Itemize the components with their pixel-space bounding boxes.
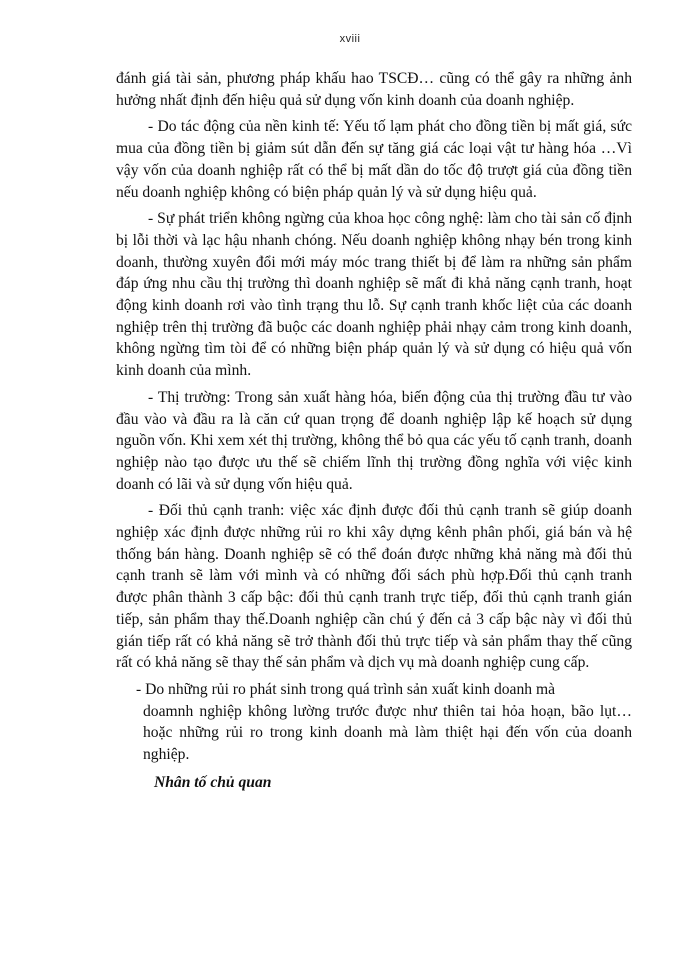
paragraph-market: - Thị trường: Trong sản xuất hàng hóa, biến động của thị trường đầu tư vào đầu vào và đầu ra là căn cứ quan trọng để doanh nghiệp lập kế hoạch sử dụng nguồn vốn. Khi xem xét thị trường, không thể bỏ qua các yếu tố cạnh tranh, doanh nghiệp nào tạo được ưu thế sẽ chiếm lĩnh thị trường đồng nghĩa với việc kinh doanh có lãi và sử dụng vốn hiệu quả. [116,388,632,493]
paragraph-competitors: - Đối thủ cạnh tranh: việc xác định được đối thủ cạnh tranh sẽ giúp doanh nghiệp xác định được những rủi ro khi xây dựng kênh phân phối, giá bán và hệ thống bán hàng. Doanh nghiệp sẽ có thể đoán được những khả năng mà đối thủ cạnh tranh sẽ làm với mình và có những đối sách phù hợp.Đối thủ cạnh tranh được phân thành 3 cấp bậc: đối thủ cạnh tranh trực tiếp, đối thủ cạnh tranh gián tiếp, sản phẩm thay thế.Doanh nghiệp cần chú ý đến cả 3 cấp bậc này vì đối thủ gián tiếp rất có khả năng sẽ trở thành đối thủ trực tiếp và sản phẩm thay thế cũng rất có khả năng sẽ thay thế sản phẩm và dịch vụ mà doanh nghiệp cung cấp. [116,502,632,672]
paragraph-risks-first-line: - Do những rủi ro phát sinh trong quá trình sản xuất kinh doanh mà [136,680,556,698]
paragraph-continuation: đánh giá tài sản, phương pháp khấu hao TSCĐ… cũng có thể gây ra những ảnh hưởng nhất định đến hiệu quả sử dụng vốn kinh doanh của doanh nghiệp. [116,70,632,109]
paragraph-technology: - Sự phát triển không ngừng của khoa học công nghệ: làm cho tài sản cố định bị lỗi thời và lạc hậu nhanh chóng. Nếu doanh nghiệp không nhạy bén trong kinh doanh, thường xuyên đổi mới máy móc trang thiết bị để làm ra những sản phẩm đáp ứng nhu cầu thị trường thì doanh nghiệp sẽ mất đi khả năng cạnh tranh, hoạt động kinh doanh rơi vào tình trạng thu lỗ. Sự cạnh tranh khốc liệt của các doanh nghiệp trên thị trường đã buộc các doanh nghiệp phải nhạy cảm trong kinh doanh, không ngừng tìm tòi để có những biện pháp quản lý và sử dụng có hiệu quả vốn kinh doanh của mình. [116,210,632,380]
page-number: xviii [339,33,361,45]
body-text [116,68,632,794]
section-heading: Nhân tố chủ quan [154,773,272,791]
paragraph-risks-continuation: doamnh nghiệp không lường trước được như thiên tai hỏa hoạn, bão lụt…hoặc những rủi ro trong kinh doanh mà làm thiệt hại đến vốn của doanh nghiệp. [143,702,632,764]
paragraph-risks [116,679,632,766]
paragraph-economic-impact: - Do tác động của nền kinh tế: Yếu tố lạm phát cho đồng tiền bị mất giá, sức mua của đồng tiền bị giảm sút dẫn đến sự tăng giá các loại vật tư hàng hóa …Vì vậy vốn của doanh nghiệp rất có thể bị mất dần do tốc độ trượt giá của đồng tiền nếu doanh nghiệp không có biện pháp quản lý và sử dụng hiệu quả. [116,118,632,201]
